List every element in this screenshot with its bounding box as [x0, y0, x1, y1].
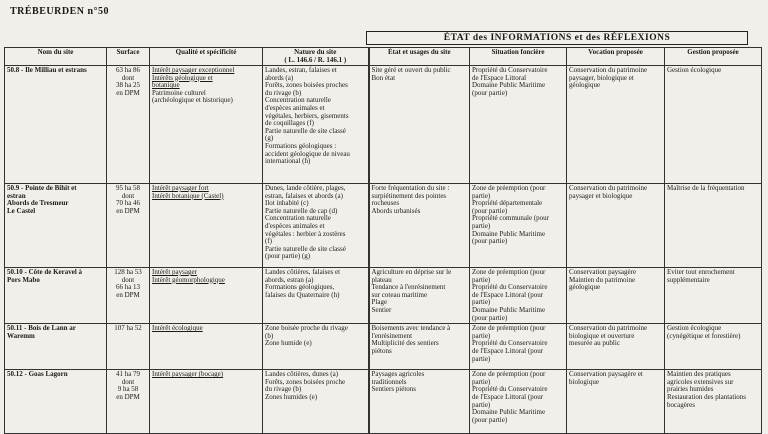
cell-situation: [470, 184, 567, 268]
cell-line: estran, falaises et abords (a): [265, 191, 343, 200]
cell-line: Gestion écologique: [667, 66, 722, 74]
cell-etat: [369, 184, 470, 268]
cell-line: supplémentaire: [667, 275, 710, 284]
cell-line: géologique: [569, 81, 601, 90]
cell-vocation: [567, 370, 665, 434]
cell-line: Propriété communale (pour: [472, 214, 549, 223]
cell-etat: [369, 268, 470, 324]
cell-line: 128 ha 53: [114, 268, 142, 276]
cell-line: Le Castel: [7, 206, 36, 215]
cell-surface: [107, 370, 150, 434]
cell-line: 50.10 - Côte de Keravel à: [7, 268, 83, 276]
cell-name: [5, 268, 107, 324]
cell-line: Forêts, zones boisées proche: [265, 377, 346, 386]
cell-surface: [107, 268, 150, 324]
cell-line: 38 ha 25: [115, 81, 141, 90]
cell-line: végétales : herbier à zostères: [265, 229, 346, 238]
cell-line: Ilot inhabité (c): [265, 199, 309, 208]
cell-line: Maintien des pratiques: [667, 370, 731, 379]
cell-line: Plage: [371, 298, 388, 307]
cell-surface: [107, 66, 150, 184]
cell-line: Abords de Tresmeur: [7, 199, 69, 208]
cell-line: Domaine Public Maritime: [472, 81, 546, 90]
cell-line: partie): [472, 275, 491, 284]
cell-vocation: [567, 66, 665, 184]
cell-line: (f): [265, 237, 272, 246]
cell-nature: [263, 184, 369, 268]
cell-line: abords (a): [265, 73, 294, 82]
cell-line: dont: [121, 377, 135, 386]
cell-line: dont: [121, 191, 135, 200]
cell-gestion: [665, 324, 762, 370]
table-header-row: [5, 48, 762, 66]
cell-line: Forte fréquentation du site :: [371, 184, 450, 192]
cell-line: Propriété du Conservatoire: [472, 339, 548, 348]
cell-line: Formations géologiques :: [265, 141, 337, 150]
cell-line: paysager, biologique et: [569, 73, 634, 82]
col-gestion: Gestion proposée: [665, 48, 762, 66]
cell-line: (archéologique et historique): [152, 96, 233, 105]
cell-line: Intérêt paysager fort: [152, 184, 209, 192]
cell-etat: [369, 66, 470, 184]
cell-vocation: [567, 184, 665, 268]
cell-line: Abords urbanisés: [371, 206, 421, 215]
cell-line: Domaine Public Maritime: [472, 408, 546, 417]
cell-line: Intérêt paysager (bocage): [152, 370, 224, 379]
cell-line: 41 ha 79: [115, 370, 141, 379]
cell-line: botanique: [152, 81, 180, 90]
cell-line: Bon état: [371, 73, 396, 82]
cell-line: traditionnels: [371, 377, 407, 386]
cell-line: de l'Espace Littoral (pour: [472, 392, 544, 401]
cell-line: Intérêt écologique: [152, 324, 203, 333]
cell-line: Intérêt botanique (Castel): [152, 191, 224, 200]
col-nature-sub: ( L. 146.6 / R. 146.1 ): [284, 55, 347, 64]
cell-surface: [107, 184, 150, 268]
cell-line: Multiplicité des sentiers: [371, 339, 439, 348]
cell-line: Propriété départementale: [472, 199, 543, 208]
cell-qualite: [150, 324, 263, 370]
cell-line: (pour partie): [472, 237, 508, 246]
cell-etat: [369, 324, 470, 370]
cell-line: surpiétinement des pointes: [371, 191, 447, 200]
cell-line: Sentiers piétons: [371, 385, 417, 394]
cell-line: abords, estran (a): [265, 275, 314, 284]
cell-line: Restauration des plantations: [667, 392, 746, 401]
cell-line: Propriété du Conservatoire: [472, 385, 548, 394]
col-surface: Surface: [107, 48, 150, 66]
cell-line: rocheuses: [371, 199, 400, 208]
cell-line: sur coteau maritime: [371, 290, 428, 299]
cell-line: dont: [121, 275, 135, 284]
cell-line: du rivage (b): [265, 88, 302, 97]
cell-line: Zone de préemption (pour: [472, 324, 546, 333]
cell-line: falaises du Quaternaire (h): [265, 290, 340, 299]
cell-line: Concentration naturelle: [265, 214, 331, 223]
cell-etat: [369, 370, 470, 434]
cell-nature: [263, 268, 369, 324]
cell-line: Zone de préemption (pour: [472, 184, 546, 192]
cell-line: partie): [472, 191, 491, 200]
col-nature-label: Nature du site: [294, 48, 337, 56]
page-title: TRÉBEURDEN n°50: [10, 6, 110, 17]
cell-line: Intérêt géomorphologique: [152, 275, 225, 284]
cell-line: 66 ha 13: [115, 283, 141, 292]
cell-line: Agriculture en déprise sur le: [371, 268, 452, 276]
cell-name: [5, 66, 107, 184]
cell-gestion: [665, 184, 762, 268]
cell-line: accident géologique de niveau: [265, 149, 350, 158]
cell-line: Gestion écologique: [667, 324, 722, 333]
cell-line: partie): [472, 221, 491, 230]
cell-line: en DPM: [116, 290, 140, 299]
cell-line: partie): [472, 377, 491, 386]
cell-line: bocagères: [667, 400, 695, 409]
cell-qualite: [150, 268, 263, 324]
cell-nature: [263, 370, 369, 434]
cell-line: (pour partie) (g): [265, 252, 311, 261]
cell-line: prairies humides: [667, 385, 714, 394]
cell-surface: [107, 324, 150, 370]
cell-line: 9 ha 58: [117, 385, 139, 394]
cell-line: Partie naturelle de cap (d): [265, 206, 338, 215]
cell-situation: [470, 268, 567, 324]
cell-line: végétales, herbiers, gisements: [265, 111, 349, 120]
cell-line: paysager et biologique: [569, 191, 633, 200]
cell-line: Landes côtières, dunes (a): [265, 370, 339, 379]
cell-nature: [263, 324, 369, 370]
cell-line: Landes, estran, falaises et: [265, 66, 337, 74]
cell-name: [5, 184, 107, 268]
cell-line: Partie naturelle de site classé: [265, 244, 346, 253]
cell-line: Landes côtières, falaises et: [265, 268, 341, 276]
cell-line: agricoles extensives sur: [667, 377, 734, 386]
cell-qualite: [150, 66, 263, 184]
cell-line: l'enrésinement: [371, 331, 413, 340]
cell-situation: [470, 370, 567, 434]
table-row: [5, 268, 762, 324]
cell-line: 95 ha 58: [115, 184, 141, 192]
table-row: [5, 184, 762, 268]
cell-line: 107 ha 52: [114, 324, 142, 333]
cell-line: 50.12 - Goas Lagorn: [7, 370, 68, 379]
cell-gestion: [665, 268, 762, 324]
cell-line: Maintien du patrimoine: [569, 275, 636, 284]
cell-line: du rivage (b): [265, 385, 302, 394]
cell-line: Forêts, zones boisées proches: [265, 81, 348, 90]
cell-line: (cynégétique et forestière): [667, 331, 741, 340]
cell-line: Domaine Public Maritime: [472, 229, 546, 238]
cell-vocation: [567, 324, 665, 370]
cell-line: (pour partie): [472, 88, 508, 97]
cell-line: d'espèces animales et: [265, 103, 325, 112]
cell-line: Conservation paysagère: [569, 268, 637, 276]
cell-line: Zones humides (e): [265, 392, 318, 401]
cell-line: en DPM: [116, 88, 140, 97]
cell-line: en DPM: [116, 392, 140, 401]
cell-line: de l'Espace Littoral: [472, 73, 527, 82]
cell-line: mesurée au public: [569, 339, 620, 348]
etat-section-title: ÉTAT des INFORMATIONS et des RÉFLEXIONS: [366, 31, 748, 45]
cell-line: Patrimoine culturel: [152, 88, 206, 97]
cell-line: Propriété du Conservatoire: [472, 66, 548, 74]
cell-line: Conservation paysagère et: [569, 370, 643, 379]
cell-line: de l'Espace Littoral (pour: [472, 290, 544, 299]
col-nom: Nom du site: [5, 48, 107, 66]
cell-line: Boisements avec tendance à: [371, 324, 451, 333]
cell-line: partie): [472, 298, 491, 307]
cell-line: Zone humide (e): [265, 339, 312, 348]
cell-line: plateau: [371, 275, 392, 284]
cell-line: de coquillages (f): [265, 119, 314, 128]
col-etat: État et usages du site: [369, 48, 470, 66]
cell-name: [5, 370, 107, 434]
cell-qualite: [150, 370, 263, 434]
cell-line: Sentier: [371, 305, 392, 314]
cell-line: géologique: [569, 283, 601, 292]
cell-vocation: [567, 268, 665, 324]
cell-line: en DPM: [116, 206, 140, 215]
cell-line: Formations géologiques,: [265, 283, 335, 292]
cell-line: (pour partie): [472, 313, 508, 322]
cell-line: Paysages agricoles: [371, 370, 425, 379]
cell-line: Zone de préemption (pour: [472, 370, 546, 379]
cell-line: (b): [265, 331, 274, 340]
cell-line: (g): [265, 134, 274, 143]
cell-qualite: [150, 184, 263, 268]
cell-line: (pour partie): [472, 415, 508, 424]
cell-line: biologique: [569, 377, 599, 386]
cell-line: partie): [472, 400, 491, 409]
cell-situation: [470, 66, 567, 184]
cell-line: Propriété du Conservatoire: [472, 283, 548, 292]
cell-line: Partie naturelle de site classé: [265, 126, 346, 135]
cell-line: partie): [472, 354, 491, 363]
cell-line: dont: [121, 73, 135, 82]
cell-line: estran: [7, 191, 26, 200]
col-vocation: Vocation proposée: [567, 48, 665, 66]
cell-line: partie): [472, 331, 491, 340]
cell-line: 70 ha 46: [115, 199, 141, 208]
cell-line: Zone de préemption (pour: [472, 268, 546, 276]
cell-line: Conservation du patrimoine: [569, 184, 648, 192]
cell-line: 50.11 - Bois de Lann ar: [7, 324, 76, 333]
col-qualite: Qualité et spécificité: [150, 48, 263, 66]
table-row: [5, 370, 762, 434]
cell-situation: [470, 324, 567, 370]
cell-line: Waremm: [7, 331, 35, 340]
cell-line: (pour partie): [472, 206, 508, 215]
cell-line: 50.9 - Pointe de Bihit et: [7, 184, 77, 192]
cell-line: piétons: [371, 346, 392, 355]
cell-line: de l'Espace Littoral (pour: [472, 346, 544, 355]
cell-line: Conservation du patrimoine: [569, 324, 648, 333]
cell-line: d'espèces animales et: [265, 221, 325, 230]
cell-nature: [263, 66, 369, 184]
cell-name: [5, 324, 107, 370]
cell-line: 50.8 - Ile Milliau et estrans: [7, 66, 87, 74]
cell-line: Site géré et ouvert du public: [371, 66, 451, 74]
cell-line: 63 ha 86: [115, 66, 141, 74]
col-nature: [263, 48, 369, 66]
cell-gestion: [665, 66, 762, 184]
table-row: [5, 324, 762, 370]
cell-line: biologique et ouverture: [569, 331, 635, 340]
cell-line: Eviter tout enrochement: [667, 268, 735, 276]
cell-line: Tendance à l'enrésinement: [371, 283, 446, 292]
cell-line: Concentration naturelle: [265, 96, 331, 105]
cell-line: Intérêt paysager exceptionnel: [152, 66, 235, 74]
cell-line: Maîtrise de la fréquentation: [667, 184, 745, 192]
cell-line: Intérêt paysager: [152, 268, 197, 276]
cell-gestion: [665, 370, 762, 434]
table-row: [5, 66, 762, 184]
cell-line: international (h): [265, 157, 311, 166]
cell-line: Domaine Public Maritime: [472, 305, 546, 314]
cell-line: Zone boisée proche du rivage: [265, 324, 348, 333]
cell-line: Dunes, lande côtière, plages,: [265, 184, 346, 192]
sites-table: [4, 47, 762, 434]
cell-line: Pors Mabo: [7, 275, 40, 284]
col-situation: Situation foncière: [470, 48, 567, 66]
cell-line: Intérêts géologique et: [152, 73, 213, 82]
cell-line: Conservation du patrimoine: [569, 66, 648, 74]
